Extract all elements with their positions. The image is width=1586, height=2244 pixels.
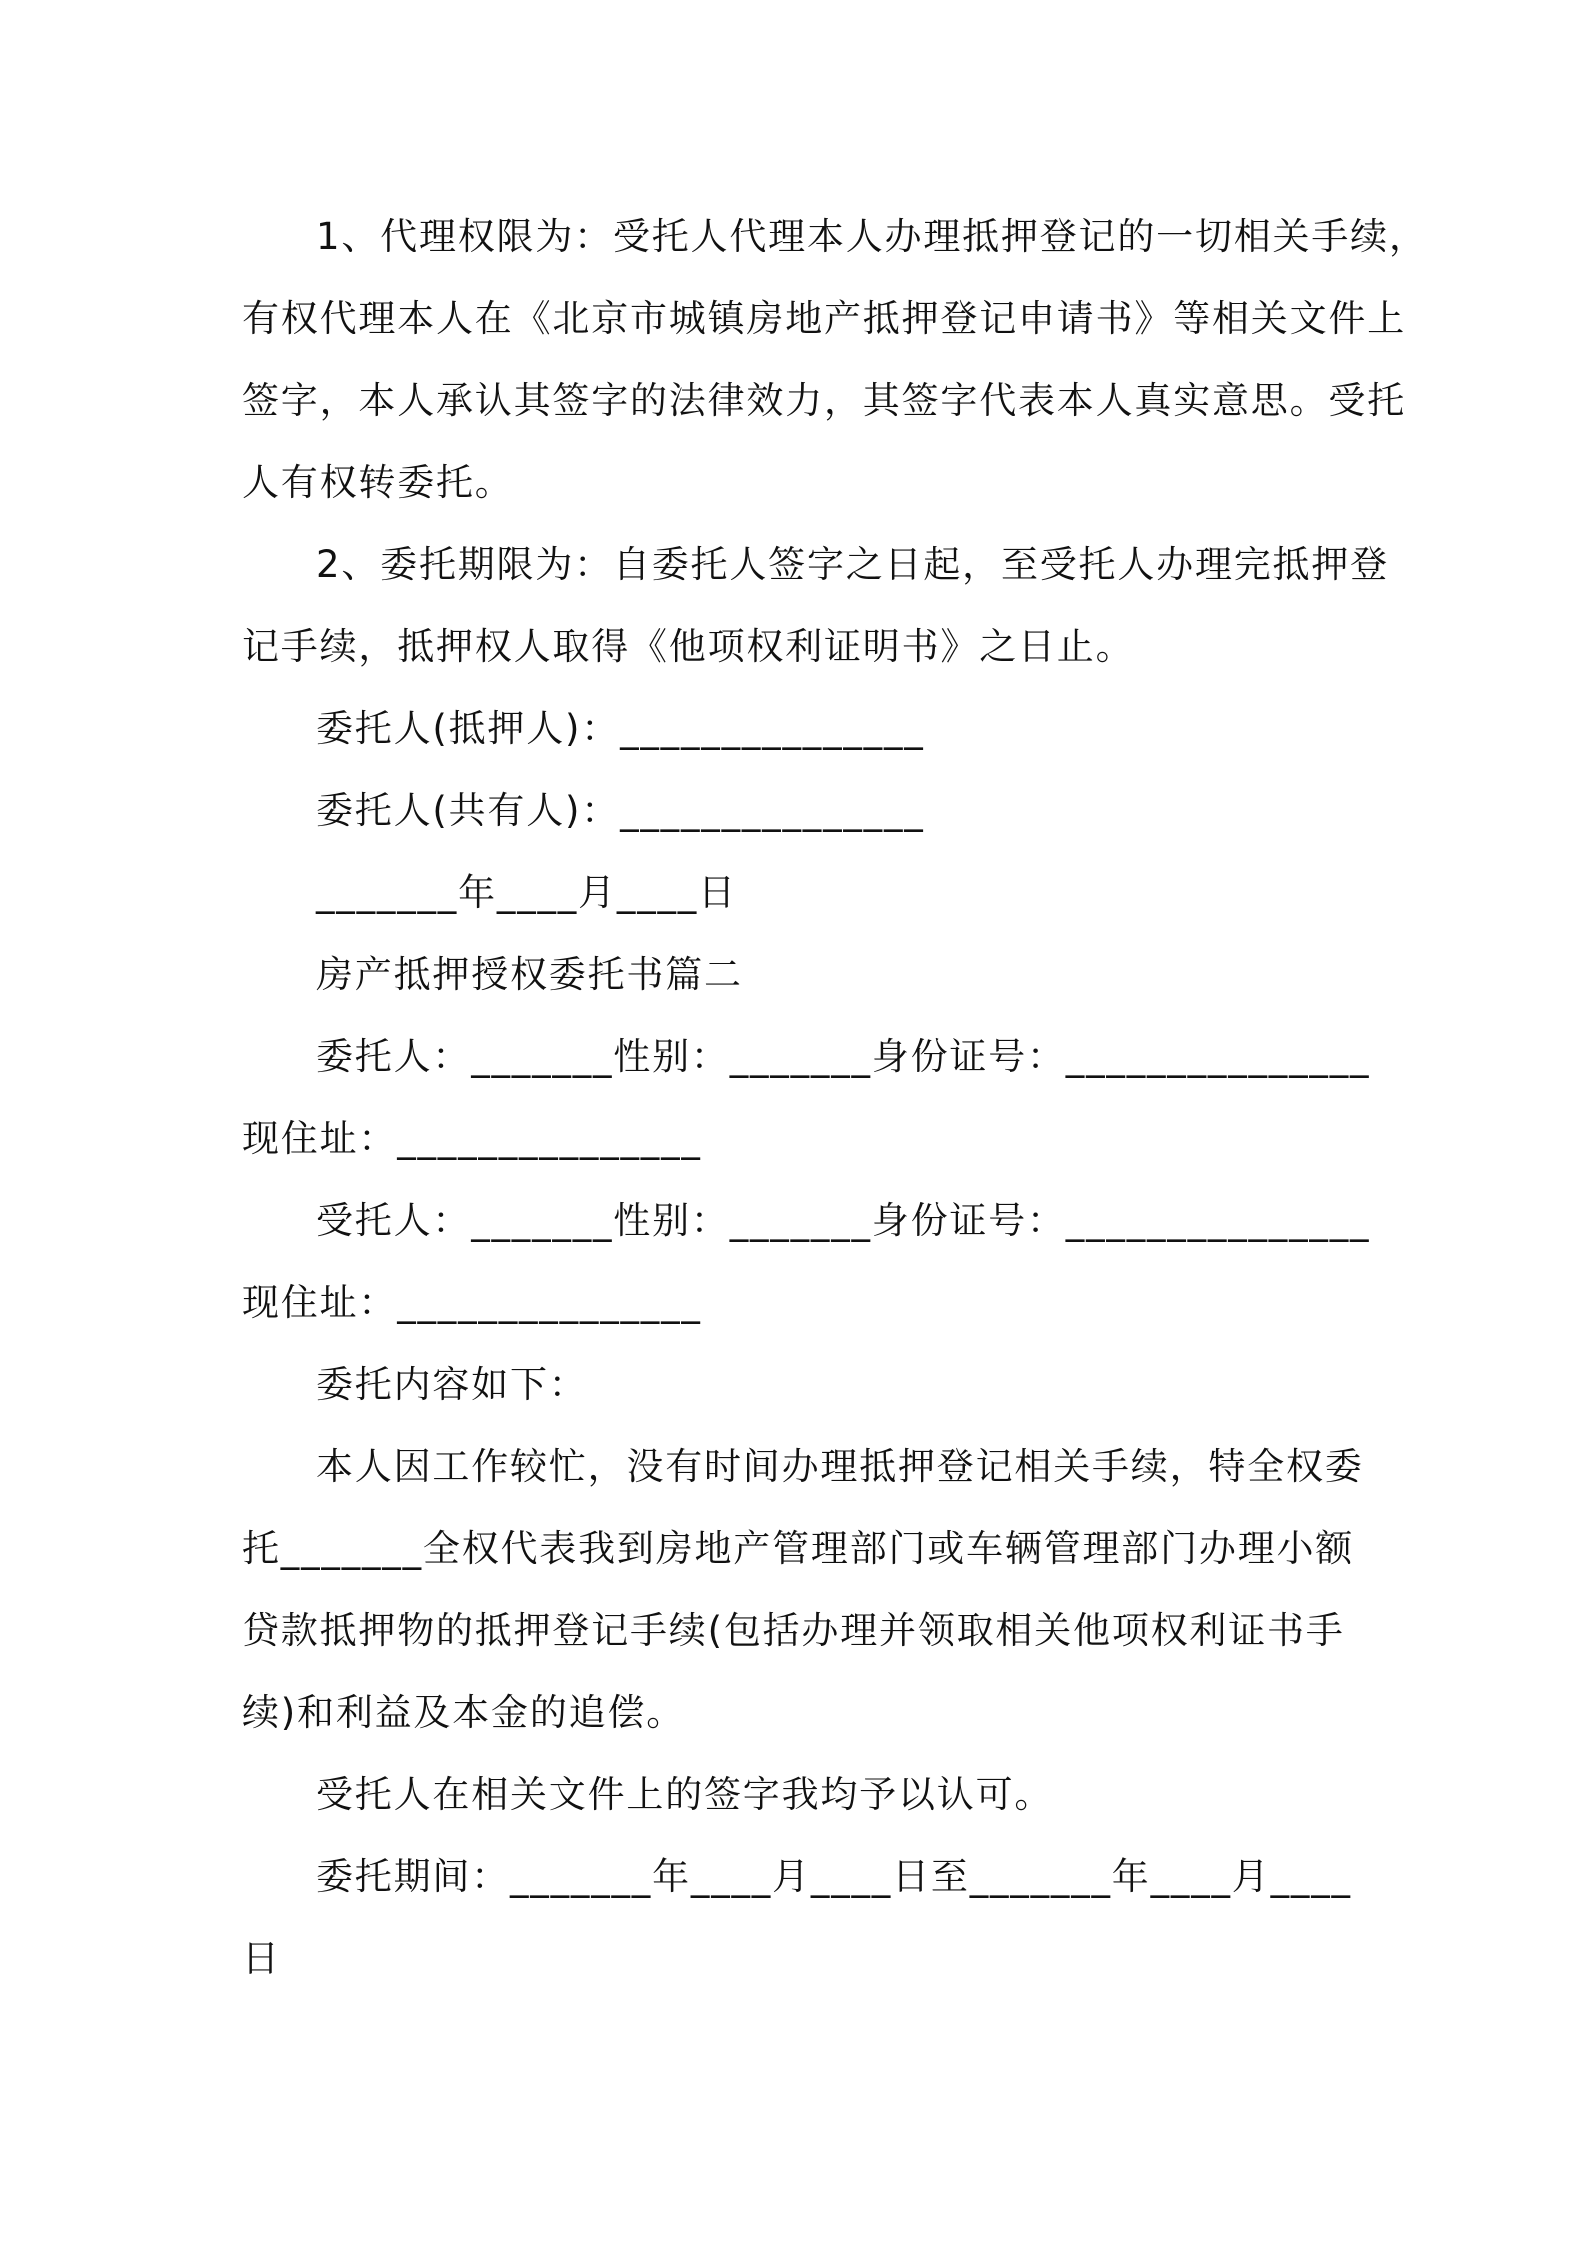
paragraph-line: 人有权转委托。 [242,461,514,504]
section-title: 房产抵押授权委托书篇二 [316,953,743,996]
paragraph-line: 1、代理权限为：受托人代理本人办理抵押登记的一切相关手续， [316,215,1428,258]
paragraph-line: 托_______全权代表我到房地产管理部门或车辆管理部门办理小额 [242,1527,1355,1570]
date-line: _______年____月____日 [316,871,737,914]
paragraph-line: 2、委托期限为：自委托人签字之日起，至受托人办理完抵押登 [316,543,1389,586]
signature-line-mortgagor: 委托人(抵押人)：_______________ [316,707,925,750]
principal-info-line: 委托人：_______性别：_______身份证号：_______________ [316,1035,1371,1078]
paragraph-line: 续)和利益及本金的追偿。 [242,1691,686,1734]
paragraph-line: 本人因工作较忙，没有时间办理抵押登记相关手续，特全权委 [316,1445,1364,1488]
signature-line-co-owner: 委托人(共有人)：_______________ [316,789,925,832]
principal-address-line: 现住址：_______________ [242,1117,702,1160]
content-heading: 委托内容如下： [316,1363,588,1406]
period-line: 委托期间：_______年____月____日至_______年____月____ [316,1855,1352,1898]
agent-address-line: 现住址：_______________ [242,1281,702,1324]
document-body [242,196,1428,2000]
paragraph-line: 有权代理本人在《北京市城镇房地产抵押登记申请书》等相关文件上 [242,297,1406,340]
period-line-end: 日 [242,1937,281,1980]
paragraph-line: 签字，本人承认其签字的法律效力，其签字代表本人真实意思。受托 [242,379,1406,422]
agent-info-line: 受托人：_______性别：_______身份证号：_______________ [316,1199,1371,1242]
paragraph-line: 受托人在相关文件上的签字我均予以认可。 [316,1773,1054,1816]
paragraph-line: 记手续，抵押权人取得《他项权利证明书》之日止。 [242,625,1135,668]
paragraph-line: 贷款抵押物的抵押登记手续(包括办理并领取相关他项权利证书手 [242,1609,1345,1652]
